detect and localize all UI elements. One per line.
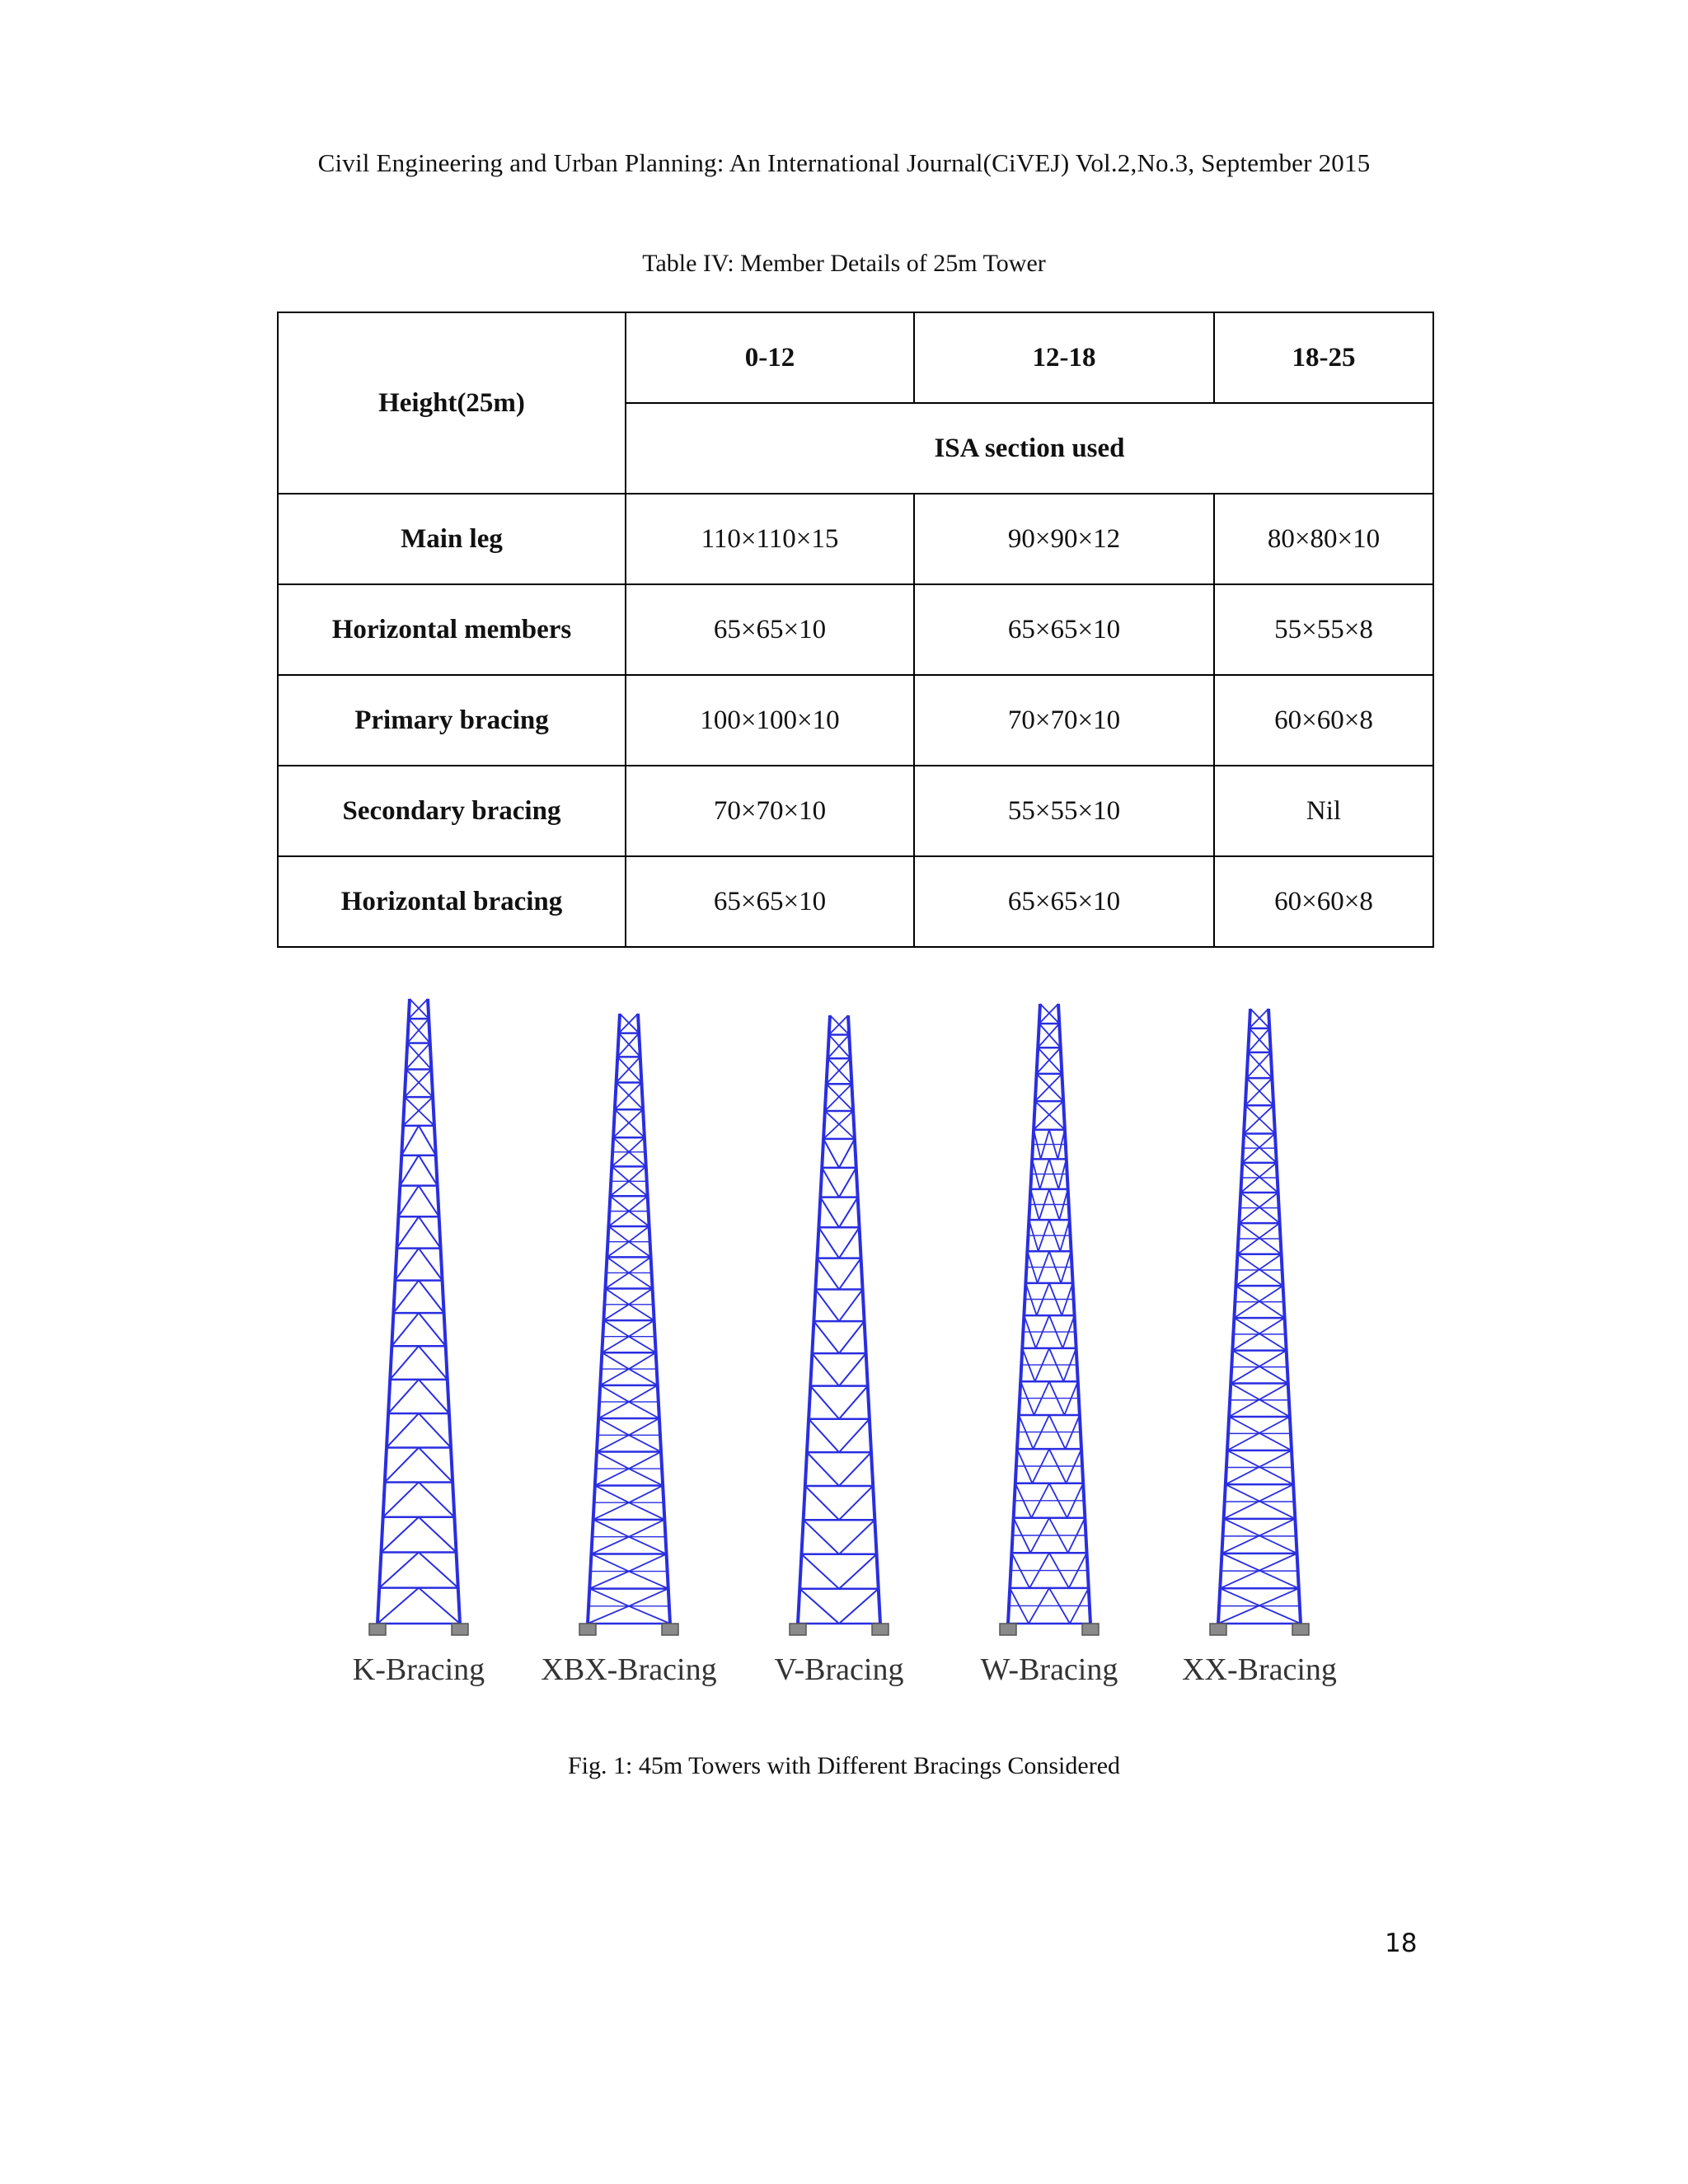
section-cell: 55×55×8 [1214,584,1433,675]
tower-bracing [610,1196,629,1211]
tower-bracing [805,1486,839,1520]
tower-bracing [629,1537,667,1554]
tower-bracing [629,1288,653,1304]
footing-support [369,1624,386,1635]
tower-bracing [409,1019,430,1043]
tower-label: XX-Bracing [1182,1652,1337,1687]
tower-bracing [1245,1105,1275,1133]
tower-bracing [629,1137,645,1152]
tower-bracing [629,1152,646,1167]
section-cell: 110×110×15 [626,494,914,584]
section-cell: 80×80×10 [1214,494,1433,584]
tower-bracing [607,1257,629,1272]
tower-bracing [827,1058,851,1084]
section-cell: 90×90×12 [914,494,1214,584]
member-name-cell: Secondary bracing [278,766,626,856]
tower-k-bracing [369,999,468,1635]
tower-bracing [629,1272,653,1288]
tower-bracing [839,1589,879,1624]
tower-bracing [839,1227,860,1258]
tower-bracing [629,1242,651,1258]
table-header-row [278,312,1433,403]
tower-bracing [419,1413,451,1448]
tower-bracing [419,1249,443,1281]
tower-leg [638,1014,670,1624]
tower-bracing [839,1386,868,1419]
tower-bracing [608,1226,629,1242]
section-cell: 65×65×10 [914,856,1214,947]
section-cell: 65×65×10 [626,584,914,675]
tower-xbx-bracing [579,1014,678,1635]
footing-support [790,1624,806,1635]
tower-bracing [629,1352,656,1369]
tower-bracing [828,1058,851,1084]
tower-bracing [595,1486,629,1503]
tower-leg [588,1014,620,1624]
tower-bracing [396,1216,419,1248]
member-name-cell: Main leg [278,494,626,584]
tower-bracing [629,1469,663,1485]
tower-bracing [822,1168,839,1197]
tower-bracing [617,1057,640,1082]
tower-bracing [617,1057,641,1082]
tower-bracing [385,1447,419,1482]
table-row [278,584,1433,675]
tower-bracing [595,1469,629,1485]
footing-support [662,1624,678,1635]
section-cell: Nil [1214,766,1433,856]
tower-bracing [810,1386,839,1419]
tower-bracing [407,1043,431,1070]
tower-bracing [1039,1024,1061,1047]
tower-bracing [597,1435,629,1451]
tower-bracing [629,1606,670,1624]
tower-bracing [818,1227,839,1258]
tower-bracing [419,1216,441,1248]
tower-bracing [1244,1105,1273,1133]
tower-bracing [390,1346,419,1380]
tower-bracing [799,1589,839,1624]
table-row [278,494,1433,584]
tower-bracing [1247,1078,1274,1105]
tower-bracing [615,1109,645,1137]
tower-bracing [629,1320,654,1337]
tower-bracing [1035,1101,1065,1130]
tower-label: W-Bracing [980,1652,1118,1687]
tower-bracing [629,1418,659,1435]
tower-bracing [1037,1047,1061,1074]
tower-bracing [605,1288,629,1304]
tower-bracing [629,1452,661,1469]
tower-bracing [817,1258,839,1290]
tower-bracing [629,1226,649,1242]
section-cell: 65×65×10 [626,856,914,947]
tower-label: K-Bracing [352,1652,485,1687]
tower-bracing [598,1402,629,1418]
tower-bracing [629,1589,668,1606]
tower-leg [848,1015,880,1624]
tower-leg [1218,1009,1250,1624]
tower-bracing [593,1502,629,1520]
tower-bracing [807,1452,839,1486]
tower-bracing [605,1272,629,1288]
tower-bracing [839,1197,858,1228]
table-row [278,856,1433,947]
page-number: 18 [1385,1929,1418,1958]
tower-bracing [613,1137,629,1152]
tower-bracing [839,1486,873,1520]
tower-bracing [612,1152,629,1167]
tower-bracing [603,1320,629,1337]
tower-bracing [607,1242,629,1258]
tower-bracing [379,1553,419,1588]
member-name-cell: Primary bracing [278,675,626,766]
tower-bracing [419,1517,457,1553]
tower-bracing [629,1166,646,1181]
tower-bracing [602,1337,629,1353]
table-row [278,766,1433,856]
tower-bracing [823,1139,839,1168]
tower-bracing [839,1290,863,1322]
footing-support [452,1624,468,1635]
tower-bracing [839,1520,874,1554]
tower-bracing [589,1589,629,1606]
tower-bracing [591,1537,629,1554]
tower-bracing [403,1097,433,1126]
tower-bracing [828,1035,849,1059]
tower-bracing [419,1281,444,1314]
tower-bracing [629,1181,648,1196]
tower-bracing [406,1043,430,1070]
tower-bracing [629,1486,663,1503]
tower-bracing [600,1369,629,1385]
tower-bracing [610,1181,629,1196]
tower-bracing-figure [313,989,1385,1706]
tower-bracing [827,1084,854,1111]
tower-leg [798,1015,830,1624]
tower-bracing [839,1139,855,1168]
height-range-cell: 18-25 [1214,312,1433,403]
section-cell: 65×65×10 [914,584,1214,675]
tower-bracing [1248,1052,1272,1078]
tower-bracing [629,1435,661,1451]
section-cell: 55×55×10 [914,766,1214,856]
tower-bracing [629,1385,658,1402]
tower-bracing [839,1419,870,1452]
footing-support [1292,1624,1309,1635]
tower-bracing [615,1083,642,1110]
tower-bracing [419,1553,458,1588]
tower-bracing [815,1290,839,1322]
tower-bracing [825,1111,855,1139]
tower-bracing [629,1305,654,1320]
tower-bracing [589,1572,629,1589]
tower-bracing [419,1313,446,1346]
tower-bracing [629,1402,659,1418]
tower-bracing [598,1418,629,1435]
tower-bracing [809,1419,839,1452]
tower-bracing [419,1482,454,1516]
tower-bracing [395,1249,419,1281]
tower-bracing [629,1196,648,1211]
tower-bracing [603,1305,629,1320]
tower-bracing [405,1070,432,1098]
figure-caption: Fig. 1: 45m Towers with Different Bracings Considered [567,1752,1121,1779]
tower-bracing [1250,1029,1271,1052]
footing-support [872,1624,889,1635]
tower-bracing [820,1197,839,1228]
footing-support [1210,1624,1226,1635]
tower-bracing [608,1212,629,1226]
tower-bracing [812,1353,839,1386]
tower-bracing [597,1452,629,1469]
tower-bracing [381,1517,419,1553]
footing-support [579,1624,596,1635]
section-cell: 70×70×10 [914,675,1214,766]
tower-leg [1268,1009,1301,1624]
tower-bracing [1035,1074,1062,1101]
tower-bracing [1038,1024,1059,1047]
height-range-cell: 12-18 [914,312,1214,403]
section-cell: 100×100×10 [626,675,914,766]
tower-bracing [839,1554,877,1589]
tower-bracing [617,1033,639,1057]
tower-bracing [839,1353,866,1386]
member-name-cell: Horizontal members [278,584,626,675]
tower-bracing [387,1413,419,1448]
tower-bracing [398,1186,419,1217]
section-cell: 60×60×8 [1214,675,1433,766]
tower-w-bracing [1000,1004,1099,1635]
tower-bracing [613,1109,643,1137]
tower-bracing [406,1070,434,1098]
tower-bracing [629,1337,656,1353]
tower-bracing [1038,1047,1062,1074]
tower-label: V-Bracing [774,1652,904,1687]
footing-support [1082,1624,1099,1635]
tower-bracing [377,1588,419,1624]
height-range-cell: 0-12 [626,312,914,403]
table-row [278,675,1433,766]
tower-bracing [602,1352,629,1369]
tower-bracing [588,1606,629,1624]
tower-bracing [419,1588,460,1624]
tower-bracing [814,1321,839,1353]
tower-bracing [383,1482,419,1516]
tower-bracing [629,1502,664,1520]
tower-bracing [419,1380,449,1413]
tower-bracing [1245,1078,1273,1105]
tower-bracing [591,1554,629,1572]
tower-bracing [405,1097,434,1126]
tower-bracing [629,1572,668,1589]
section-label-cell: ISA section used [626,403,1433,494]
tower-bracing [419,1447,452,1482]
tower-bracing [629,1369,658,1385]
tower-bracing [1248,1029,1269,1052]
tower-bracing [839,1168,856,1197]
member-details-table [277,312,1434,948]
tower-bracing [407,1019,429,1043]
tower-bracing [393,1281,419,1314]
tower-bracing [593,1520,629,1537]
table-caption: Table IV: Member Details of 25m Tower [642,250,1046,277]
tower-bracing [612,1166,629,1181]
tower-bracing [1247,1052,1271,1078]
tower-bracing [629,1257,651,1272]
tower-v-bracing [790,1015,889,1635]
tower-bracing [388,1380,419,1413]
row-header-cell: Height(25m) [278,312,626,494]
tower-bracing [801,1554,839,1589]
tower-bracing [619,1033,640,1057]
tower-bracing [629,1554,667,1572]
tower-bracing [600,1385,629,1402]
footing-support [1000,1624,1016,1635]
tower-bracing [419,1186,439,1217]
tower-bracing [804,1520,839,1554]
tower-bracing [1037,1074,1064,1101]
tower-bracing [839,1452,871,1486]
tower-bracing [823,1111,853,1139]
tower-bracing [629,1520,664,1537]
tower-bracing [839,1321,865,1353]
tower-bracing [419,1346,448,1380]
section-cell: 70×70×10 [626,766,914,856]
tower-bracing [829,1035,851,1059]
tower-label: XBX-Bracing [541,1652,717,1687]
tower-bracing [1034,1101,1063,1130]
tower-xx-bracing [1210,1009,1309,1635]
tower-bracing [392,1313,419,1346]
tower-bracing [629,1212,649,1226]
member-name-cell: Horizontal bracing [278,856,626,947]
tower-bracing [617,1083,644,1110]
tower-bracing [839,1258,861,1290]
journal-header: Civil Engineering and Urban Planning: An International Journal(CiVEJ) Vol.2,No.3, September 2015 [317,148,1371,177]
section-cell: 60×60×8 [1214,856,1433,947]
tower-bracing [825,1084,852,1111]
